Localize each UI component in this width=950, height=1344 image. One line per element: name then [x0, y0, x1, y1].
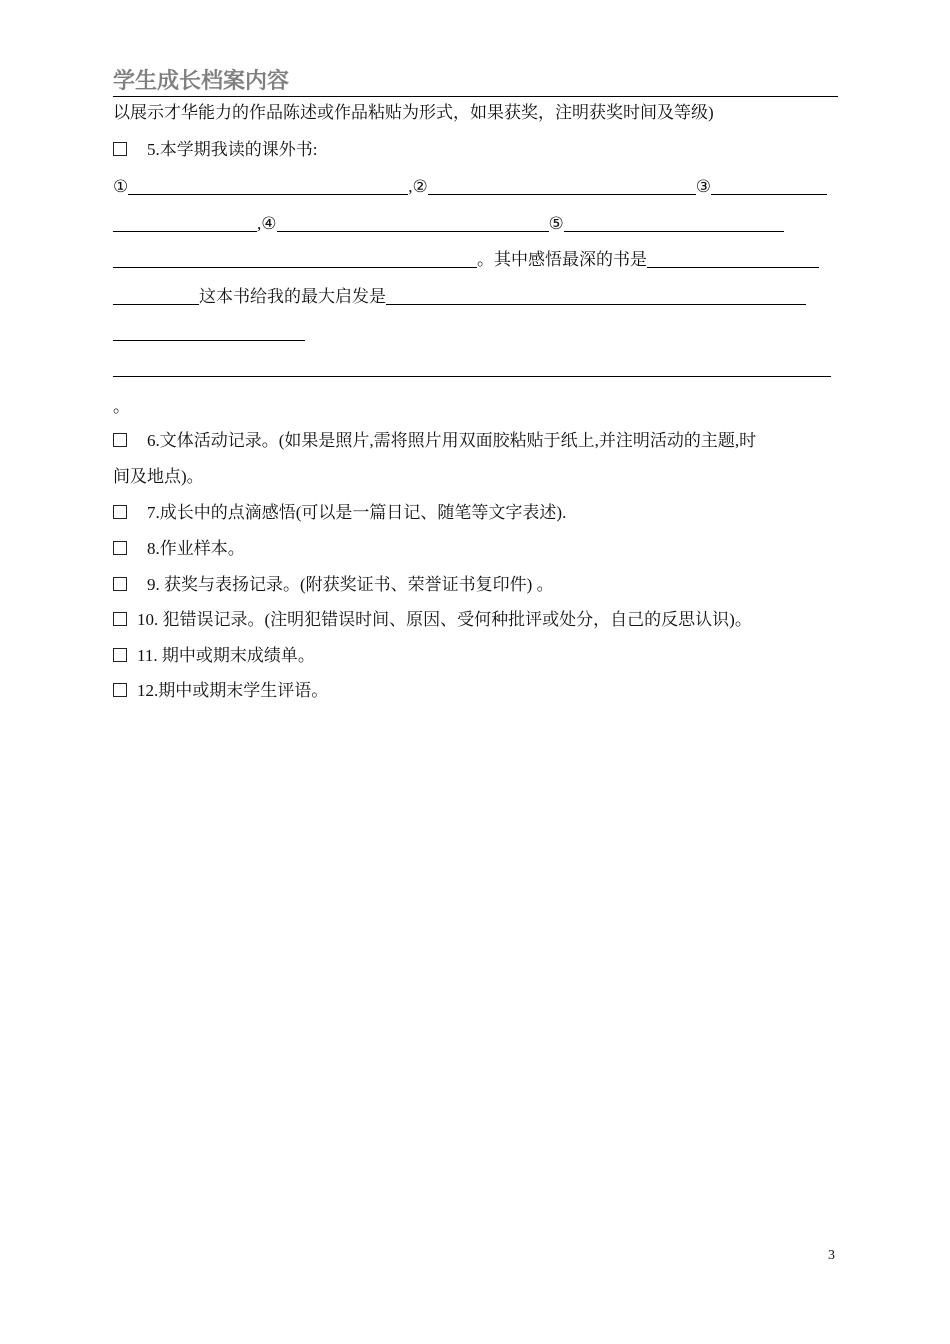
checkbox-icon[interactable] [113, 648, 127, 662]
book-4-marker: ,④ [257, 214, 277, 233]
item-5-label: 5.本学期我读的课外书: [147, 140, 318, 159]
checkbox-icon[interactable] [113, 683, 127, 697]
item-5-heading [113, 139, 317, 161]
book-1-blank[interactable] [128, 178, 408, 195]
item-9 [113, 574, 554, 596]
book-3-marker: ③ [695, 177, 711, 196]
item-8-text: 8.作业样本。 [147, 539, 245, 558]
item-9-text: 9. 获奖与表扬记录。(附获奖证书、荣誉证书复印件) 。 [147, 575, 554, 594]
checkbox-icon[interactable] [113, 541, 127, 555]
intro-line: 以展示才华能力的作品陈述或作品粘贴为形式，如果获奖，注明获奖时间及等级) [113, 103, 714, 122]
checkbox-icon[interactable] [113, 612, 127, 626]
most-moving-blank[interactable] [647, 251, 819, 268]
book-5-blank-cont[interactable] [113, 251, 477, 268]
checkbox-icon[interactable] [113, 505, 127, 519]
book-5-marker: ⑤ [548, 214, 564, 233]
item-12-text: 12.期中或期末学生评语。 [137, 681, 329, 700]
book-2-blank[interactable] [428, 178, 696, 195]
inspiration-blank[interactable] [386, 288, 806, 305]
header-title: 学生成长档案内容 [113, 69, 290, 94]
item-11 [113, 645, 315, 667]
most-moving-blank-cont[interactable] [113, 288, 199, 305]
item-10 [113, 609, 752, 631]
book-1-marker: ① [113, 177, 129, 196]
item-5-end-mark: 。 [113, 397, 130, 416]
item-8 [113, 538, 245, 560]
item-6-line-2: 间及地点)。 [113, 467, 204, 486]
item-6-line-1 [113, 430, 756, 452]
book-list-row-2 [113, 213, 784, 235]
most-moving-label: 。其中感悟最深的书是 [477, 250, 647, 269]
book-list-row-4 [113, 286, 806, 308]
inspiration-label: 这本书给我的最大启发是 [199, 287, 386, 306]
checkbox-icon[interactable] [113, 577, 127, 591]
checkbox-icon[interactable] [113, 433, 127, 447]
book-list-row-3 [113, 249, 819, 271]
inspiration-blank-line-1[interactable] [113, 340, 305, 341]
item-6-text: 6.文体活动记录。(如果是照片,需将照片用双面胶粘贴于纸上,并注明活动的主题,时 [147, 431, 757, 450]
book-3-blank-cont[interactable] [113, 215, 257, 232]
book-5-blank[interactable] [564, 215, 784, 232]
inspiration-blank-line-2[interactable] [113, 376, 831, 377]
book-list-row-1 [113, 176, 827, 198]
book-2-marker: ,② [408, 177, 428, 196]
item-10-text: 10. 犯错误记录。(注明犯错误时间、原因、受何种批评或处分，自己的反思认识)。 [137, 610, 752, 629]
page-number: 3 [828, 1248, 835, 1263]
item-7 [113, 502, 566, 524]
item-11-text: 11. 期中或期末成绩单。 [137, 646, 315, 665]
book-3-blank[interactable] [711, 178, 827, 195]
book-4-blank[interactable] [277, 215, 549, 232]
item-12 [113, 680, 328, 702]
item-7-text: 7.成长中的点滴感悟(可以是一篇日记、随笔等文字表述). [147, 503, 567, 522]
page-header [113, 62, 838, 97]
checkbox-icon[interactable] [113, 142, 127, 156]
